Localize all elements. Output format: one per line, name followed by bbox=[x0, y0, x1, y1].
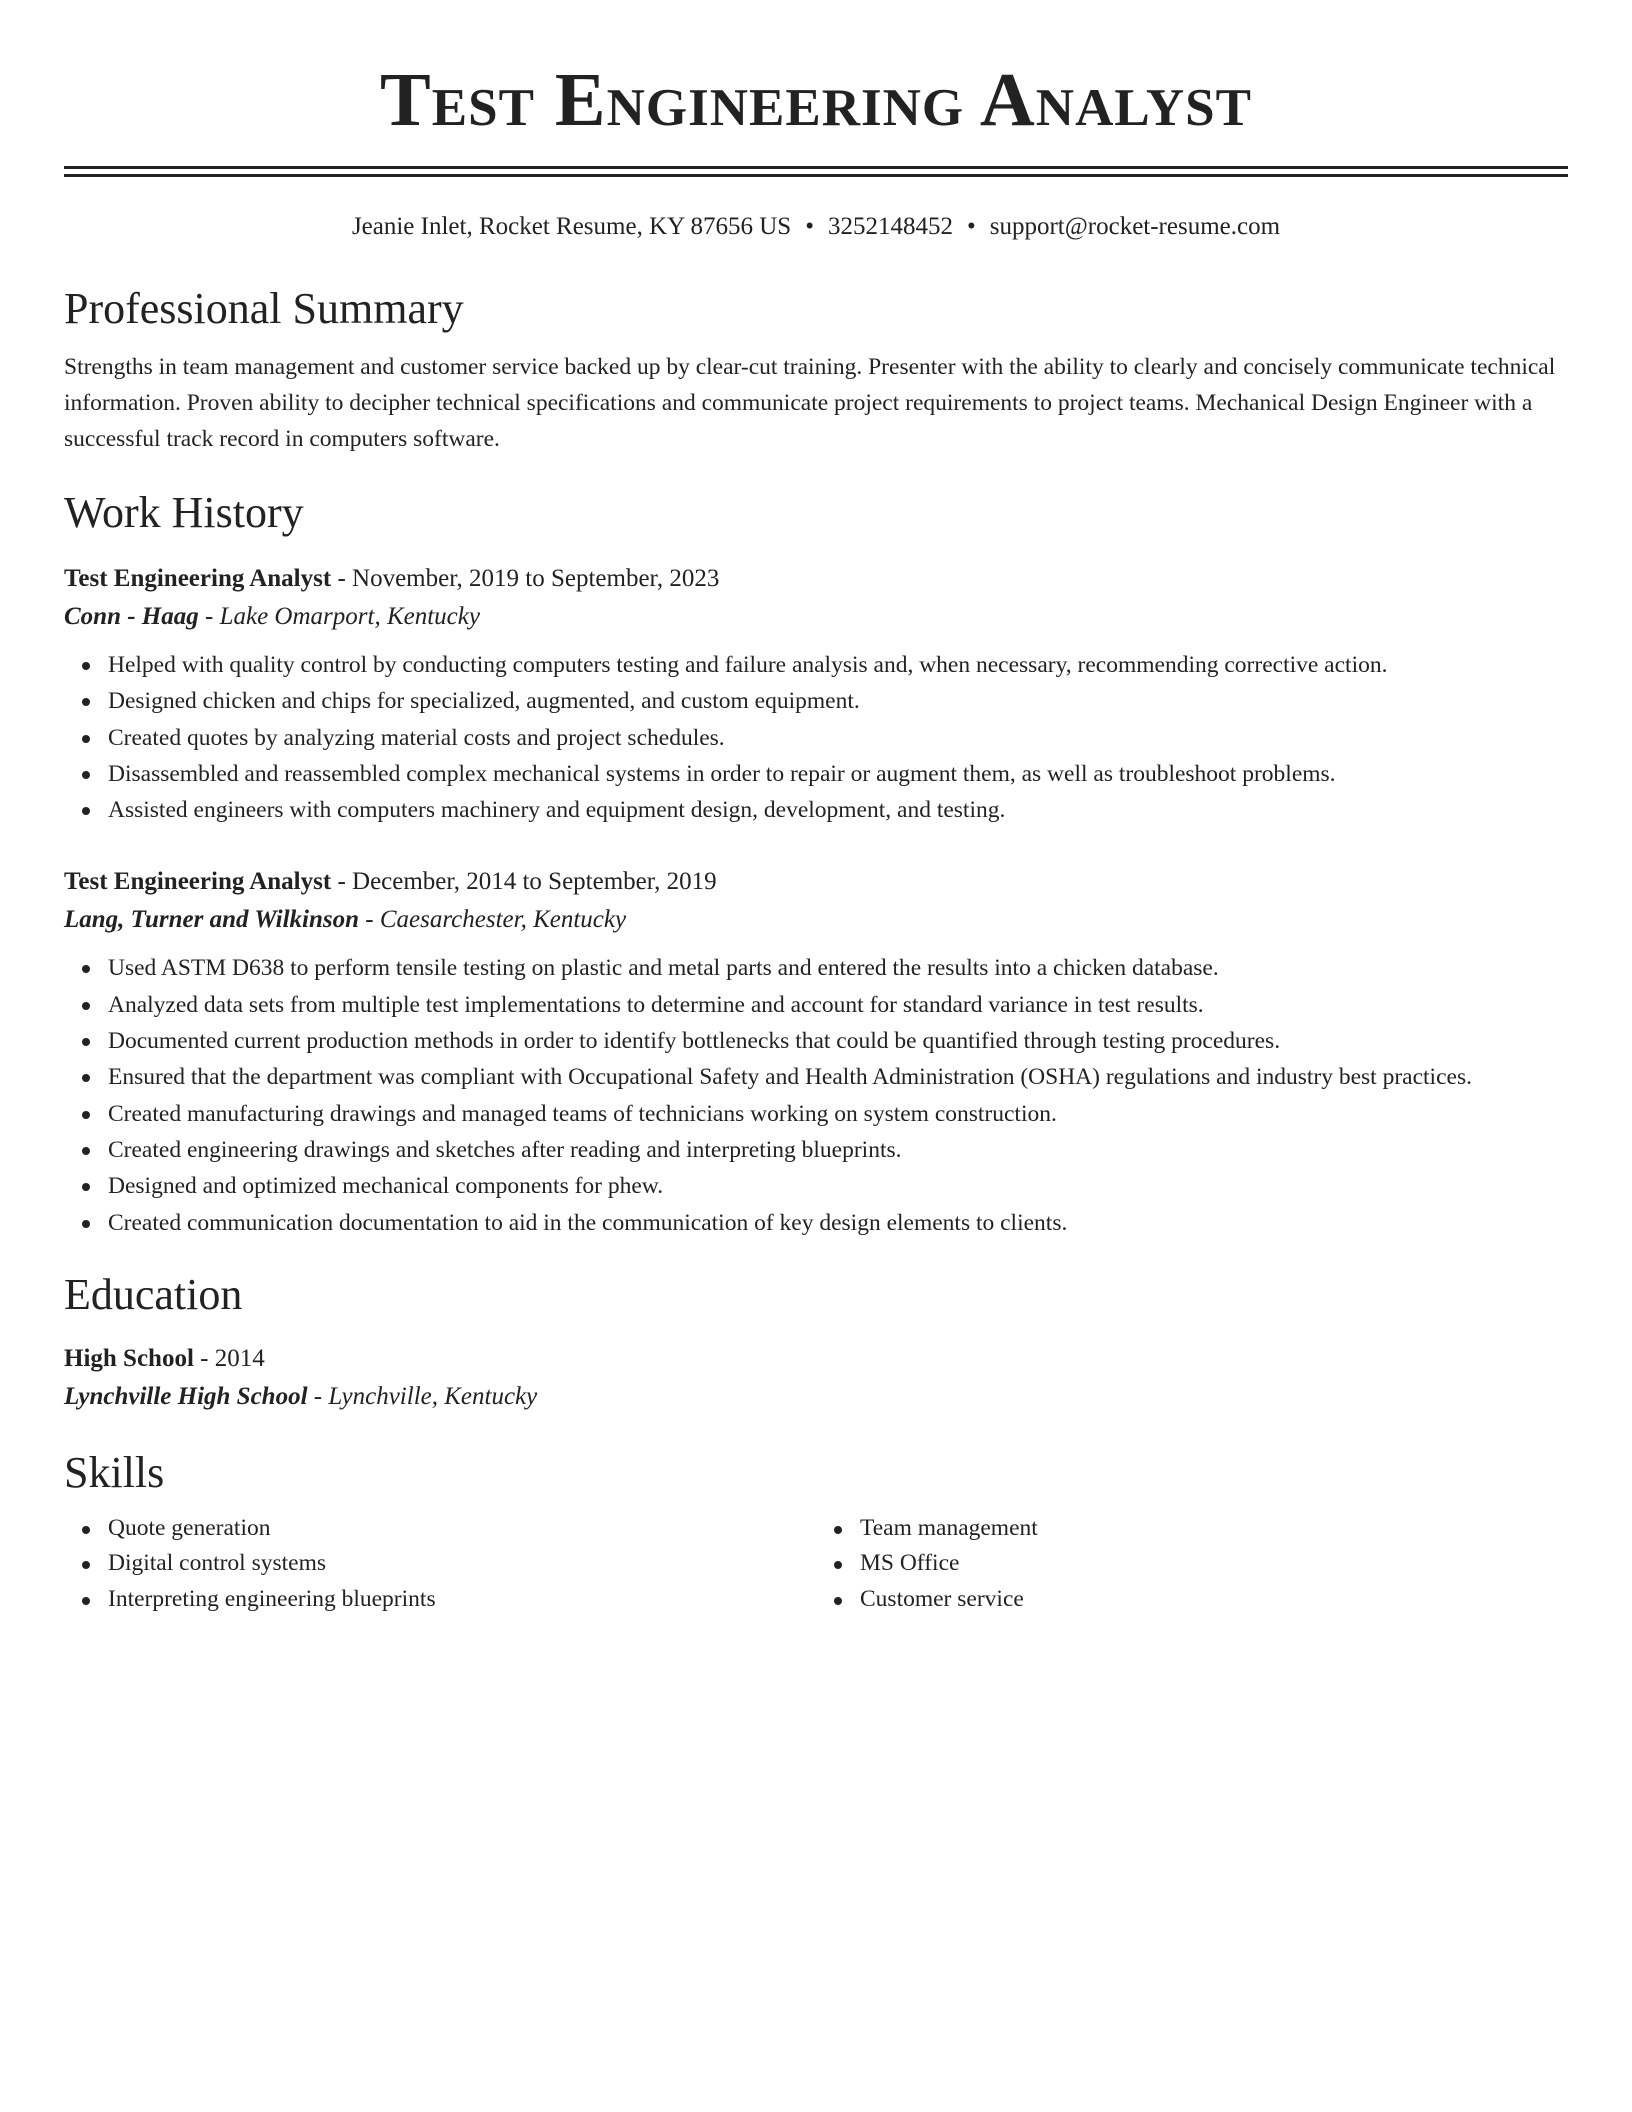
list-item bbox=[108, 987, 1568, 1023]
skill-text: Quote generation bbox=[108, 1514, 271, 1541]
skill-text: MS Office bbox=[860, 1550, 960, 1577]
skill-text: Team management bbox=[860, 1514, 1038, 1541]
job-company: Conn - Haag bbox=[64, 603, 199, 630]
list-item bbox=[108, 1546, 816, 1582]
contact-email: support@rocket-resume.com bbox=[989, 213, 1281, 240]
section-title-work-history: Work History bbox=[64, 488, 304, 537]
list-item bbox=[108, 1059, 1568, 1095]
education-school: Lynchville High School bbox=[64, 1382, 308, 1410]
header-divider-top bbox=[64, 166, 1568, 169]
job-location: - Lake Omarport, Kentucky bbox=[198, 603, 480, 630]
job-company-line bbox=[64, 597, 1568, 637]
list-item bbox=[108, 720, 1568, 756]
bullet-dot bbox=[834, 1561, 842, 1569]
list-item bbox=[108, 950, 1568, 986]
bullet-text: Analyzed data sets from multiple test implementations to determine and account for standard variance in test results. bbox=[108, 991, 1204, 1018]
skills-list bbox=[816, 1511, 1568, 1618]
bullet-dot bbox=[82, 1147, 90, 1155]
bullet-dot bbox=[82, 1038, 90, 1046]
skills-grid bbox=[64, 1511, 1568, 1618]
contact-separator: • bbox=[966, 213, 976, 240]
job-entry bbox=[64, 864, 1568, 1240]
list-item bbox=[108, 1582, 816, 1618]
skills-column-right bbox=[816, 1511, 1568, 1618]
education-entry bbox=[64, 1341, 1568, 1417]
list-item bbox=[108, 647, 1568, 683]
list-item bbox=[108, 1023, 1568, 1059]
list-item bbox=[108, 1168, 1568, 1204]
bullet-text: Created quotes by analyzing material costs and project schedules. bbox=[108, 724, 725, 751]
bullet-text: Designed and optimized mechanical components for phew. bbox=[108, 1173, 664, 1200]
job-role: Test Engineering Analyst bbox=[64, 868, 332, 896]
job-company-line bbox=[64, 900, 1568, 940]
bullet-dot bbox=[82, 965, 90, 973]
section-title-summary: Professional Summary bbox=[64, 284, 464, 333]
list-item bbox=[860, 1582, 1568, 1618]
bullet-dot bbox=[82, 662, 90, 670]
job-entry bbox=[64, 561, 1568, 828]
bullet-dot bbox=[82, 771, 90, 779]
bullet-text: Designed chicken and chips for specialized, augmented, and custom equipment. bbox=[108, 688, 860, 715]
education-school-line bbox=[64, 1377, 1568, 1417]
list-item bbox=[108, 1096, 1568, 1132]
bullet-dot bbox=[82, 1220, 90, 1228]
bullet-dot bbox=[82, 1526, 90, 1534]
list-item bbox=[108, 1511, 816, 1547]
education-location: - Lynchville, Kentucky bbox=[307, 1382, 538, 1410]
skill-text: Customer service bbox=[860, 1585, 1024, 1612]
job-title-line bbox=[64, 864, 1568, 900]
contact-address: Jeanie Inlet, Rocket Resume, KY 87656 US bbox=[351, 213, 792, 240]
bullet-text: Assisted engineers with computers machinery and equipment design, development, and testing. bbox=[108, 797, 1006, 824]
education-year: - 2014 bbox=[193, 1344, 265, 1372]
bullet-text: Created manufacturing drawings and managed teams of technicians working on system construction. bbox=[108, 1100, 1057, 1127]
bullet-text: Ensured that the department was compliant with Occupational Safety and Health Administration (OSHA) regulations and industry best practices. bbox=[108, 1064, 1472, 1091]
list-item bbox=[108, 1132, 1568, 1168]
bullet-text: Documented current production methods in order to identify bottlenecks that could be quantified through testing procedures. bbox=[108, 1028, 1281, 1055]
summary-text: Strengths in team management and customer service backed up by clear-cut training. Presenter with the ability to clearly and concisely communicate technical information. Proven ability to decipher technical specifications and communicate project requirements to project teams. Mechanical Design Engineer with a successful track record in computers software. bbox=[64, 354, 1556, 452]
job-role: Test Engineering Analyst bbox=[64, 565, 332, 592]
candidate-name: Test Engineering Analyst bbox=[380, 58, 1252, 142]
job-location: - Caesarchester, Kentucky bbox=[359, 906, 627, 934]
bullet-text: Created communication documentation to aid in the communication of key design elements to clients. bbox=[108, 1209, 1068, 1236]
section-title-skills: Skills bbox=[64, 1447, 165, 1497]
list-item bbox=[860, 1511, 1568, 1547]
bullet-text: Helped with quality control by conducting computers testing and failure analysis and, when necessary, recommending corrective action. bbox=[108, 652, 1388, 678]
bullet-dot bbox=[82, 735, 90, 743]
job-bullets bbox=[64, 647, 1568, 828]
bullet-dot bbox=[82, 1597, 90, 1605]
job-dates: - December, 2014 to September, 2019 bbox=[331, 868, 717, 896]
bullet-dot bbox=[82, 698, 90, 706]
skills-column-left bbox=[64, 1511, 816, 1618]
list-item bbox=[860, 1546, 1568, 1582]
bullet-dot bbox=[82, 1183, 90, 1191]
bullet-text: Created engineering drawings and sketches after reading and interpreting blueprints. bbox=[108, 1136, 902, 1163]
bullet-dot bbox=[82, 1561, 90, 1569]
bullet-dot bbox=[82, 1111, 90, 1119]
list-item bbox=[108, 683, 1568, 719]
skills-list bbox=[64, 1511, 816, 1618]
bullet-dot bbox=[834, 1597, 842, 1605]
bullet-text: Disassembled and reassembled complex mechanical systems in order to repair or augment them, as well as troubleshoot problems. bbox=[108, 760, 1336, 787]
bullet-dot bbox=[82, 1074, 90, 1082]
section-title-education: Education bbox=[64, 1269, 243, 1319]
contact-separator: • bbox=[805, 213, 814, 240]
header-divider-bottom bbox=[64, 174, 1568, 177]
job-company: Lang, Turner and Wilkinson bbox=[64, 906, 360, 934]
job-dates: - November, 2019 to September, 2023 bbox=[331, 565, 720, 592]
list-item bbox=[108, 1205, 1568, 1241]
job-title-line bbox=[64, 561, 1568, 597]
contact-line bbox=[64, 211, 1568, 243]
skill-text: Digital control systems bbox=[108, 1550, 327, 1577]
contact-phone: 3252148452 bbox=[827, 213, 953, 240]
skill-text: Interpreting engineering blueprints bbox=[108, 1585, 436, 1612]
education-degree: High School bbox=[64, 1344, 194, 1372]
bullet-dot bbox=[834, 1526, 842, 1534]
bullet-text: Used ASTM D638 to perform tensile testing on plastic and metal parts and entered the results into a chicken database. bbox=[108, 955, 1219, 982]
list-item bbox=[108, 756, 1568, 792]
bullet-dot bbox=[82, 807, 90, 815]
job-bullets bbox=[64, 950, 1568, 1240]
bullet-dot bbox=[82, 1002, 90, 1010]
list-item bbox=[108, 792, 1568, 828]
education-degree-line bbox=[64, 1341, 1568, 1377]
